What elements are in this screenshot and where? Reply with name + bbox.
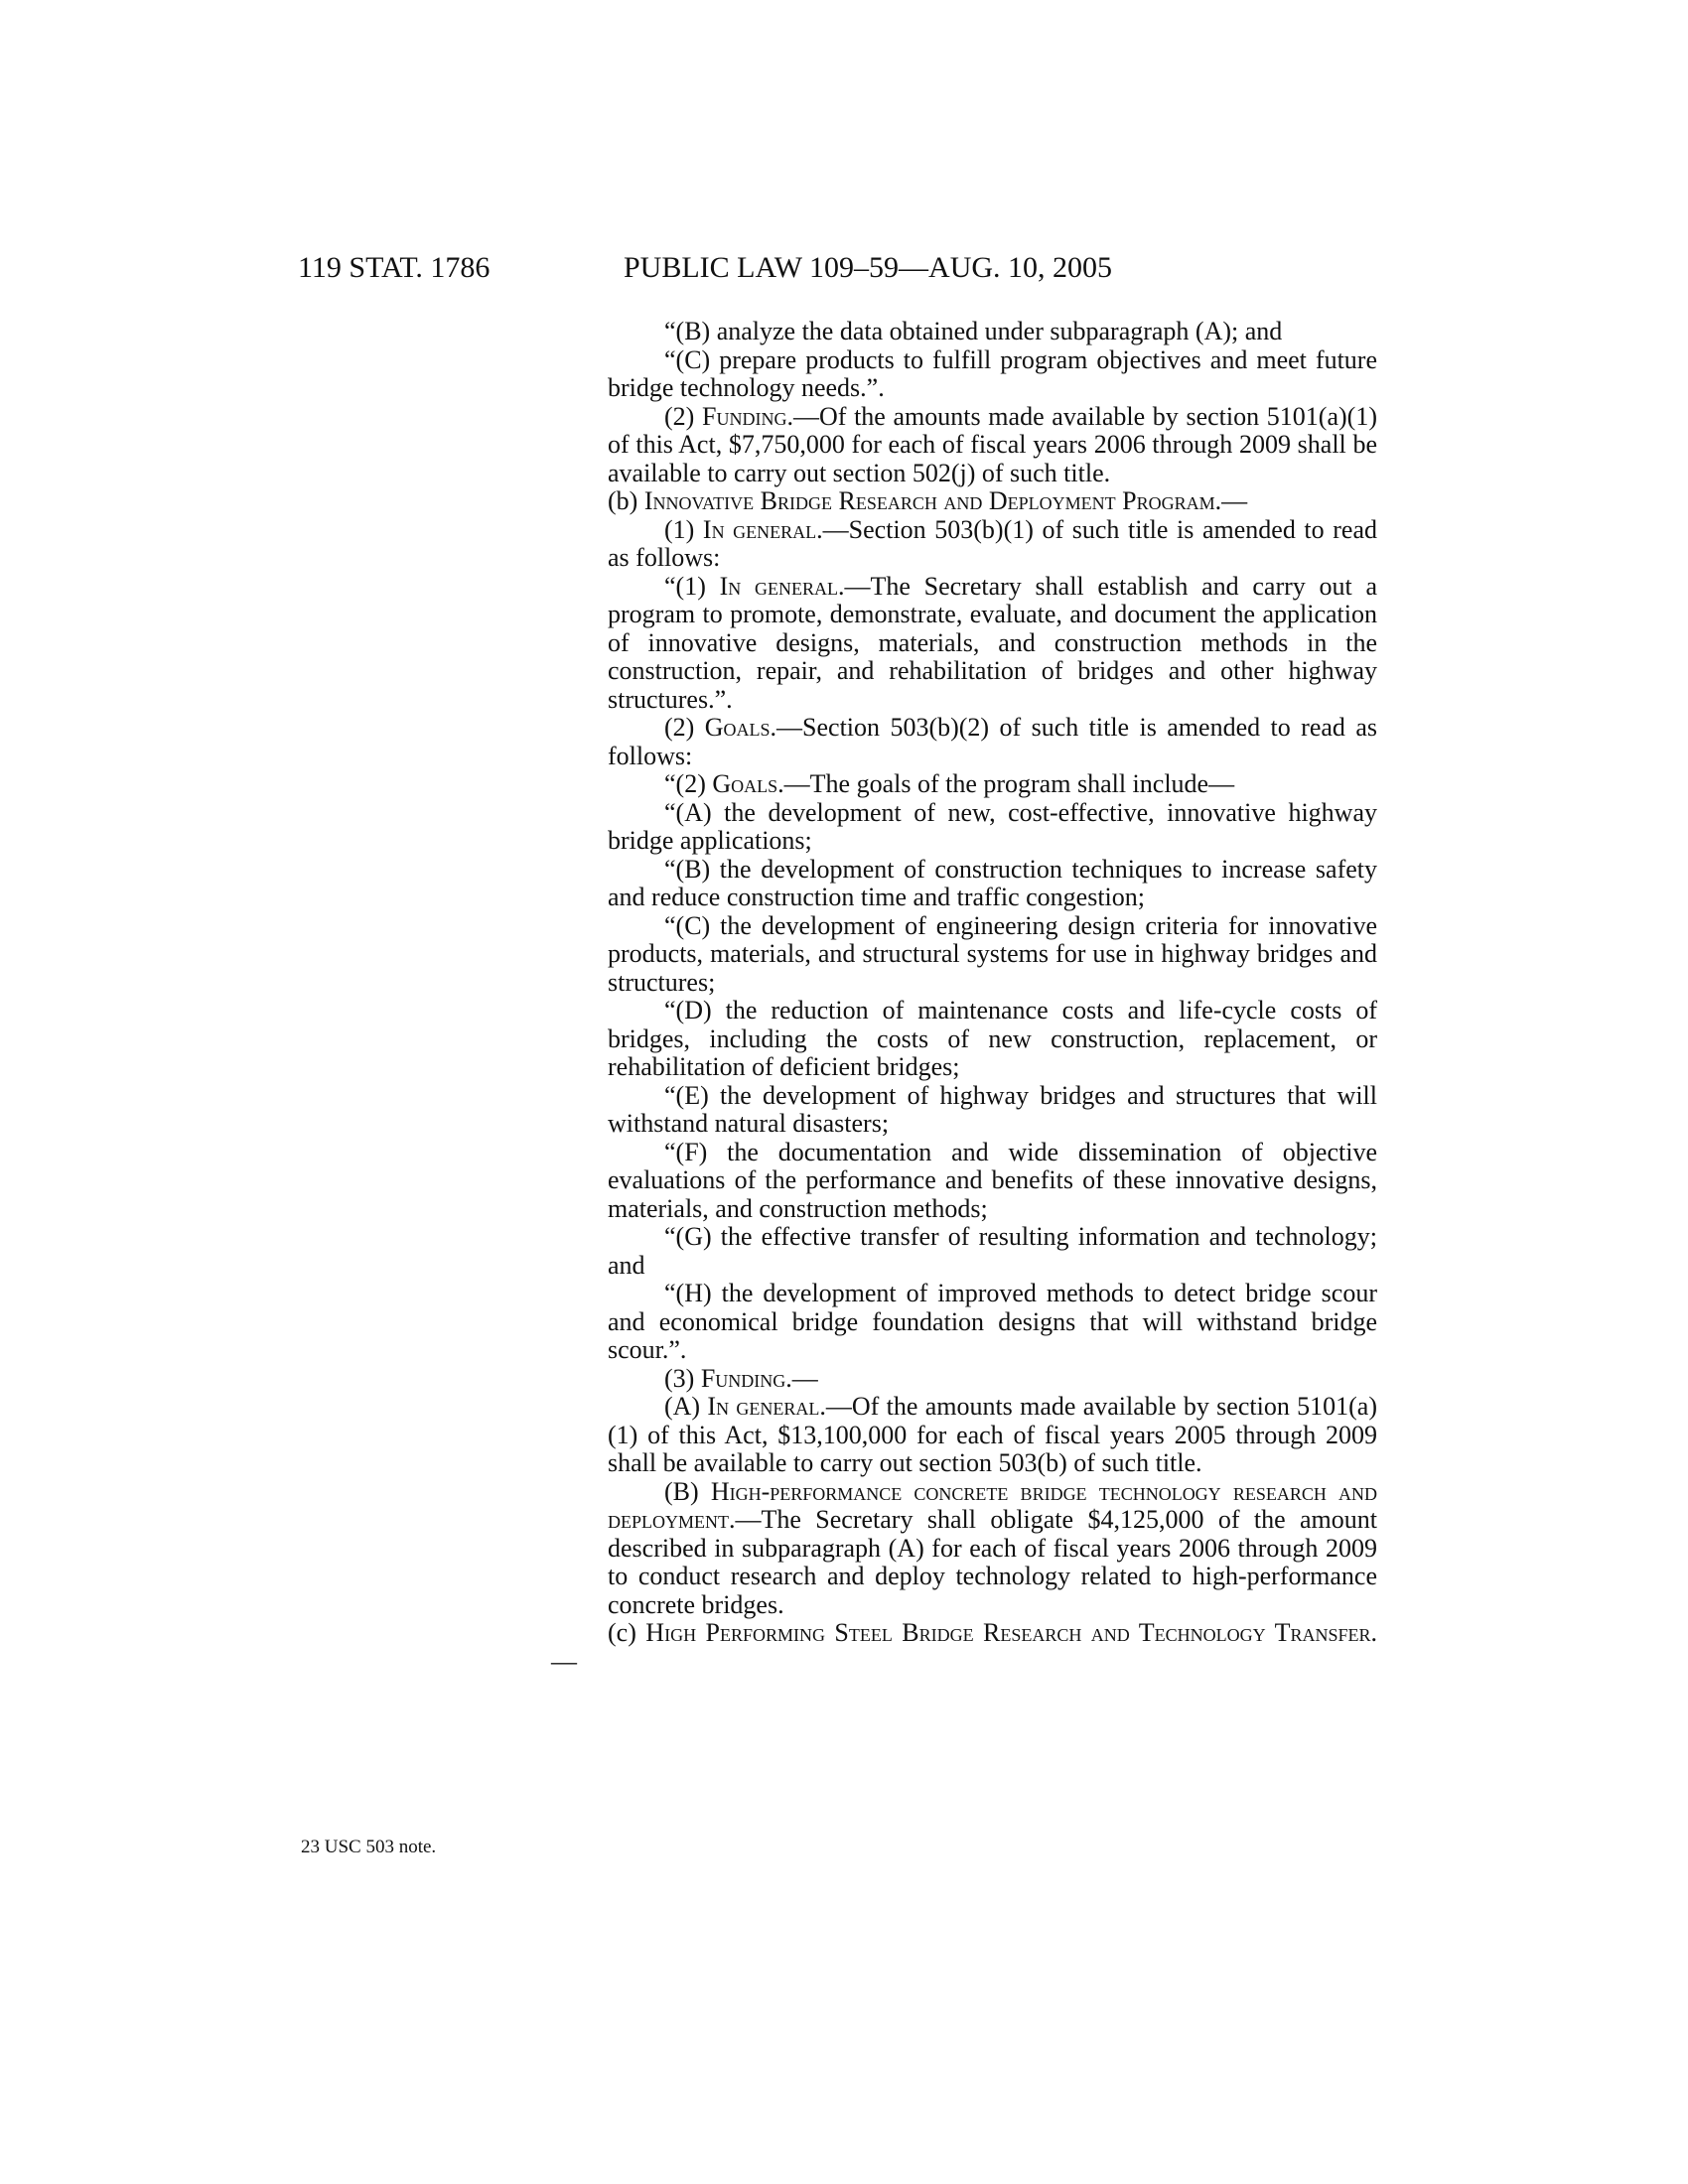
subparagraph-a-in-general: (A) In general.—Of the amounts made available by section 5101(a)(1) of this Act, $13,100,000 for each of fiscal years 2005 through 2009 shall be available to carry out section 503(b) of such title. xyxy=(608,1392,1377,1477)
running-header-title: PUBLIC LAW 109–59—AUG. 10, 2005 xyxy=(624,251,1113,284)
quoted-paragraph-1-in-general: “(1) In general.—The Secretary shall establish and carry out a program to promote, demonstrate, evaluate, and document the application of innovative designs, materials, and construction methods in the construction, repair, and rehabilitation of bridges and other highway structures.”. xyxy=(608,571,1377,714)
goal-h: “(H) the development of improved methods to detect bridge scour and economical bridge foundation designs that will withstand bridge scour.”. xyxy=(608,1279,1377,1364)
paragraph-c-prepare: “(C) prepare products to fulfill program objectives and meet future bridge technology needs.”. xyxy=(608,344,1377,402)
goal-g: “(G) the effective transfer of resulting information and technology; and xyxy=(608,1222,1377,1280)
goal-f: “(F) the documentation and wide dissemination of objective evaluations of the performance and benefits of these innovative designs, materials, and construction methods; xyxy=(608,1137,1377,1223)
stat-page-number: 119 STAT. 1786 xyxy=(298,251,491,284)
statute-body xyxy=(551,318,1377,1676)
margin-note-usc: 23 USC 503 note. xyxy=(301,1837,437,1857)
paragraph-b-analyze: “(B) analyze the data obtained under subparagraph (A); and xyxy=(664,317,1283,345)
subparagraph-b-concrete: (B) High-performance concrete bridge technology research and deployment.—The Secretary shall obligate $4,125,000 of the amount described in subparagraph (A) for each of fiscal years 2006 through 2009 to conduct research and deploy technology related to high-performance concrete bridges. xyxy=(608,1476,1377,1619)
goal-e: “(E) the development of highway bridges and structures that will withstand natural disasters; xyxy=(608,1080,1377,1138)
paragraph-1-in-general: (1) In general.—Section 503(b)(1) of such title is amended to read as follows: xyxy=(608,514,1377,572)
subsection-c-heading: (c) High Performing Steel Bridge Research and Technology Transfer.— xyxy=(551,1618,1377,1676)
goal-c: “(C) the development of engineering design criteria for innovative products, materials, and structural systems for use in highway bridges and structures; xyxy=(608,910,1377,997)
goal-d: “(D) the reduction of maintenance costs and life-cycle costs of bridges, including the costs of new construction, replacement, or rehabilitation of deficient bridges; xyxy=(608,996,1377,1081)
quoted-paragraph-2-goals: “(2) Goals.—The goals of the program shall include— xyxy=(664,769,1235,798)
paragraph-2-goals: (2) Goals.—Section 503(b)(2) of such title is amended to read as follows: xyxy=(608,713,1377,770)
paragraph-3-funding: (3) Funding.— xyxy=(664,1363,818,1393)
goal-b: “(B) the development of construction techniques to increase safety and reduce construction time and traffic congestion; xyxy=(608,854,1377,911)
paragraph-2-funding: (2) Funding.—Of the amounts made available by section 5101(a)(1) of this Act, $7,750,000 for each of fiscal years 2006 through 2009 shall be available to carry out section 502(j) of such title. xyxy=(608,401,1377,487)
goal-a: “(A) the development of new, cost-effective, innovative highway bridge applications; xyxy=(608,797,1377,855)
subsection-b-heading: (b) Innovative Bridge Research and Deployment Program.— xyxy=(608,486,1248,515)
